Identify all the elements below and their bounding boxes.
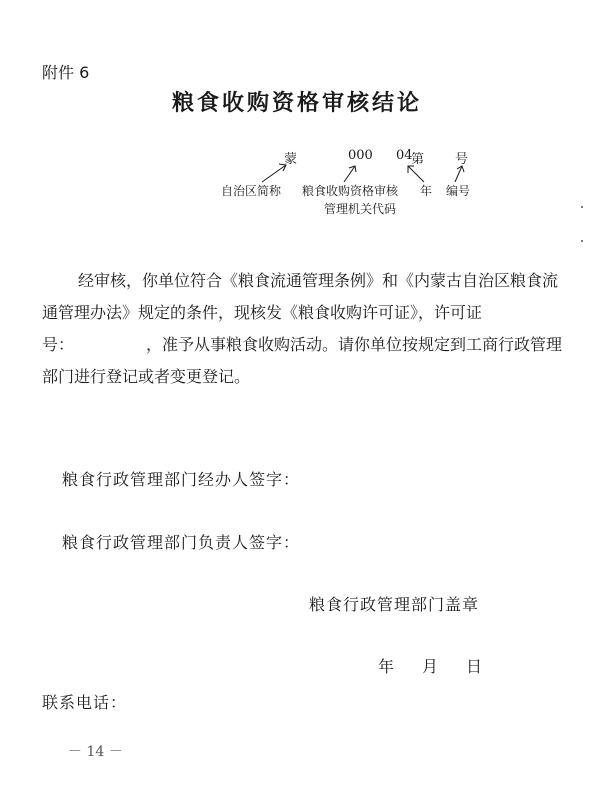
year-prefix: 04 bbox=[396, 148, 413, 163]
di-char: 第 bbox=[411, 152, 425, 167]
arrow-agency bbox=[344, 166, 355, 182]
arrow-region bbox=[262, 165, 286, 182]
seal-label: 粮食行政管理部门盖章 bbox=[309, 595, 480, 614]
agency-code: 000 bbox=[348, 148, 373, 163]
hao-char: 号 bbox=[455, 152, 469, 167]
caption-agency-line2: 管理机关代码 bbox=[324, 202, 397, 216]
document-title: 粮食收购资格审核结论 bbox=[172, 91, 423, 116]
region-code: 蒙 bbox=[284, 152, 298, 167]
responsible-signature-label: 粮食行政管理部门负责人签字： bbox=[62, 533, 301, 552]
caption-year: 年 bbox=[420, 184, 433, 198]
page-number: － 14 － bbox=[68, 744, 123, 760]
scan-speck bbox=[581, 206, 583, 208]
arrow-year bbox=[408, 166, 424, 182]
scan-speck bbox=[581, 240, 583, 242]
attachment-label: 附件 6 bbox=[42, 63, 90, 82]
date-label: 年 月 日 bbox=[378, 657, 489, 676]
conclusion-paragraph: 经审核，你单位符合《粮食流通管理条例》和《内蒙古自治区粮食流通管理办法》规定的条件，现核发《粮食收购许可证》，许可证号： ，准予从事粮食收购活动。请你单位按规定到工商行政管理部门进行登记或者变更登记。 bbox=[42, 271, 563, 386]
handler-signature-label: 粮食行政管理部门经办人签字： bbox=[62, 470, 301, 489]
phone-label: 联系电话： bbox=[42, 693, 128, 712]
caption-number: 编号 bbox=[446, 184, 471, 198]
caption-agency-line1: 粮食收购资格审核 bbox=[302, 184, 399, 198]
caption-region-abbr: 自治区简称 bbox=[221, 184, 282, 198]
